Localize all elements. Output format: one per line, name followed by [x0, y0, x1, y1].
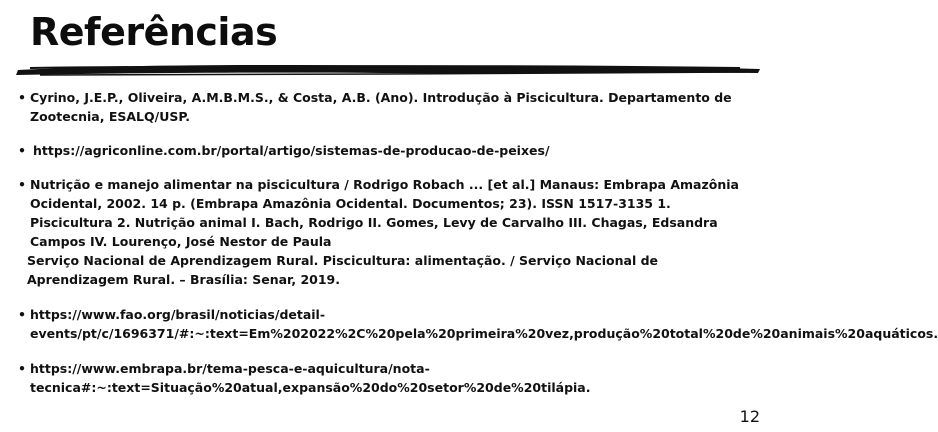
page-title: Referências: [30, 10, 278, 54]
reference-text: Nutrição e manejo alimentar na piscicultura / Rodrigo Robach ... [et al.] Manaus: Embrapa Amazônia Ocidental, 2002. 14 p. (Embrapa Amazônia Ocidental. Documentos; 23). ISSN 1517-3135 1. Piscicultura 2. Nutrição animal I. Bach, Rodrigo II. Gomes, Levy de Carvalho III. Chagas, Edsandra Campos IV. Lourenço, José Nestor de Paula: [30, 177, 739, 249]
reference-item-2[interactable]: [18, 141, 748, 160]
reference-list: [18, 88, 938, 397]
reference-item-1: [18, 88, 748, 126]
reference-item-4[interactable]: [18, 305, 938, 343]
reference-text-continuation: Serviço Nacional de Aprendizagem Rural. Piscicultura: alimentação. / Serviço Nacional de Aprendizagem Rural. – Brasília: Senar, 2019.: [27, 253, 659, 287]
page-number: 12: [739, 407, 760, 426]
reference-item-3: [18, 175, 748, 289]
reference-link[interactable]: https://www.embrapa.br/tema-pesca-e-aquicultura/nota-tecnica#:~:text=Situação%20atual,expansão%20do%20setor%20de%20tilápia.: [30, 361, 591, 395]
reference-link[interactable]: https://agriconline.com.br/portal/artigo/sistemas-de-producao-de-peixes/: [33, 143, 550, 158]
brush-stroke-divider: [0, 60, 768, 80]
reference-link[interactable]: https://www.fao.org/brasil/noticias/detail-events/pt/c/1696371/#:~:text=Em%202022%2C%20pela%20primeira%20vez,produção%20total%20de%20animais%20aquáticos.: [30, 307, 938, 341]
reference-text: Cyrino, J.E.P., Oliveira, A.M.B.M.S., & Costa, A.B. (Ano). Introdução à Piscicultura. Departamento de Zootecnia, ESALQ/USP.: [30, 90, 732, 124]
reference-item-5[interactable]: [18, 359, 748, 397]
